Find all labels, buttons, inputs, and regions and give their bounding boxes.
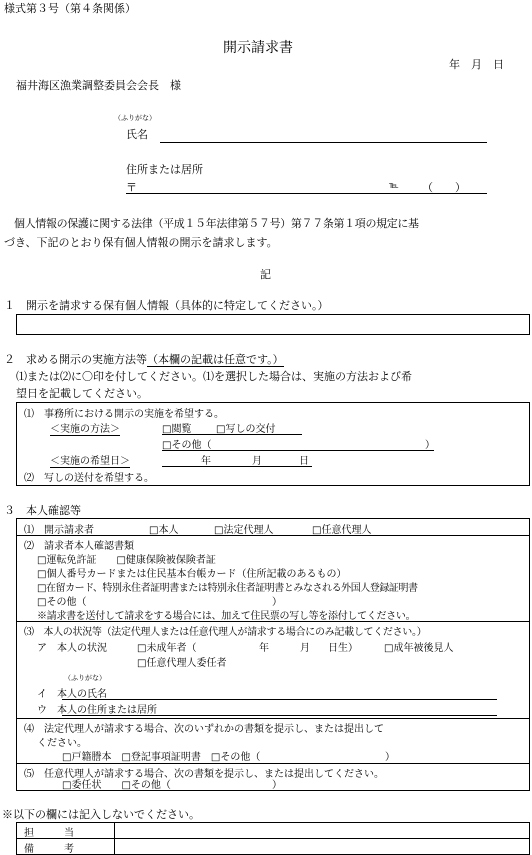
s3-requester-self[interactable]: □本人 (149, 525, 179, 536)
intro-line1: 個人情報の保護に関する法律（平成１５年法律第５７号）第７７条第１項の規定に基 (14, 217, 419, 230)
s3-legal-docs-line2: ください。 (37, 738, 87, 749)
s2-date-day: 日 (299, 456, 309, 467)
section3-title: ３ 本人確認等 (4, 504, 81, 517)
date-line: 年 月 日 (449, 58, 504, 71)
addressee: 福井海区漁業調整委員会会長 様 (16, 79, 181, 92)
address-line (126, 193, 487, 194)
s2-option1[interactable]: ⑴ 事務所における開示の実施を希望する。 (24, 409, 224, 420)
page-title: 開示請求書 (223, 40, 293, 56)
s3-requester-label: ⑴ 開示請求者 (24, 525, 94, 536)
footer-note: ※以下の欄には記入しないでください。 (2, 808, 200, 821)
s3-legal-docs-line1: ⑷ 法定代理人が請求する場合、次のいずれかの書類を提示し、または提出して (24, 724, 384, 735)
s2-method-underline (162, 434, 302, 435)
s3-status-year: 年 (259, 643, 269, 654)
tel-parens: （ ） (422, 181, 466, 194)
section2-title-optional: （本欄の記載は任意です。） (147, 353, 284, 366)
s3-requester-legal[interactable]: □法定代理人 (214, 525, 274, 536)
s2-option2[interactable]: ⑵ 写しの送付を希望する。 (24, 473, 154, 484)
s3-id-docs-title: ⑵ 請求者本人確認書類 (24, 541, 134, 552)
s3-requester-voluntary[interactable]: □任意代理人 (312, 525, 372, 536)
s3-legal-docs-options[interactable]: □戸籍謄本 □登記事項証明書 □その他（ (62, 752, 261, 763)
section1-box[interactable] (16, 314, 530, 335)
furigana-label: （ふりがな） (114, 114, 156, 122)
office-use-row-divider (16, 838, 530, 839)
s3-id-docs-line2[interactable]: □個人番号カードまたは住民基本台帳カード（住所記載のあるもの） (37, 569, 347, 580)
s2-method-other-end: ） (425, 440, 435, 451)
s3-status-minor[interactable]: □未成年者（ (137, 643, 197, 654)
section2-title-main: ２ 求める開示の実施方法等 (4, 353, 147, 366)
s3-voluntary-docs-options[interactable]: □委任状 □その他（ (62, 780, 171, 791)
s2-date-year: 年 (201, 456, 211, 467)
s3-status-birth: 日生） (328, 643, 358, 654)
s3-id-docs-line3[interactable]: □在留カード、特別永住者証明書または特別永住者証明書とみなされる外国人登録証明書 (37, 583, 418, 594)
s2-method-other[interactable]: □その他（ (162, 440, 212, 451)
s3-voluntary-docs-end: ） (272, 780, 282, 791)
s3-divider-4 (16, 763, 530, 764)
s3-person-name-line[interactable] (62, 699, 497, 700)
s3-status-u: ウ 本人の住所または居所 (37, 705, 157, 716)
s2-date-underline[interactable] (162, 466, 312, 467)
s3-id-docs-line4-end: ） (272, 597, 282, 608)
office-use-row1-label: 担 当 (24, 828, 74, 839)
s3-status-i: イ 本人の氏名 (37, 689, 107, 700)
name-label: 氏名 (126, 128, 148, 141)
address-label: 住所または居所 (126, 163, 203, 176)
s3-person-address-line[interactable] (62, 715, 497, 716)
s3-status-a: ア 本人の状況 (37, 643, 107, 654)
s3-id-docs-line1[interactable]: □運転免許証 □健康保険被保険者証 (37, 555, 216, 566)
section1-title: １ 開示を請求する保有個人情報（具体的に特定してください。） (4, 299, 329, 312)
s2-method-label: ＜実施の方法＞ (50, 420, 120, 436)
office-use-row2-label: 備 考 (24, 844, 74, 855)
s2-method-copy[interactable]: □写しの交付 (216, 424, 276, 435)
section2-note1: ⑴または⑵に〇印を付してください。⑴を選択した場合は、実施の方法および希 (16, 370, 412, 383)
s3-divider-3 (16, 718, 530, 719)
s2-method-view[interactable]: □閲覧 (162, 424, 192, 435)
postal-mark: 〒 (126, 181, 137, 194)
s3-status-month: 月 (300, 643, 310, 654)
tel-label: ℡ (389, 181, 399, 191)
s3-status-title: ⑶ 本人の状況等（法定代理人または任意代理人が請求する場合にのみ記載してください。） (24, 627, 427, 638)
section2-note2: 望日を記載してください。 (16, 387, 148, 400)
ki-heading: 記 (260, 268, 271, 281)
s3-legal-docs-end: ） (385, 752, 395, 763)
s2-date-label: ＜実施の希望日＞ (50, 452, 130, 468)
s3-status-adult-ward[interactable]: □成年被後見人 (384, 643, 454, 654)
intro-line2: づき、下記のとおり保有個人情報の開示を請求します。 (4, 236, 278, 249)
s3-id-docs-line4[interactable]: □その他（ (37, 597, 87, 608)
s3-status-furigana: （ふりがな） (64, 674, 106, 682)
s3-divider-1 (16, 535, 530, 536)
section2-title (4, 351, 284, 367)
s2-other-underline[interactable] (162, 450, 434, 451)
s3-status-voluntary[interactable]: □任意代理人委任者 (137, 658, 227, 669)
s3-id-docs-note: ※請求書を送付して請求をする場合には、加えて住民票の写し等を添付してください。 (37, 611, 416, 622)
s3-voluntary-docs-line1: ⑸ 任意代理人が請求する場合、次の書類を提示し、または提出してください。 (24, 769, 384, 780)
s2-date-month: 月 (252, 456, 262, 467)
form-number: 様式第３号（第４条関係） (4, 2, 136, 15)
s3-divider-2 (16, 621, 530, 622)
name-line (160, 142, 487, 143)
